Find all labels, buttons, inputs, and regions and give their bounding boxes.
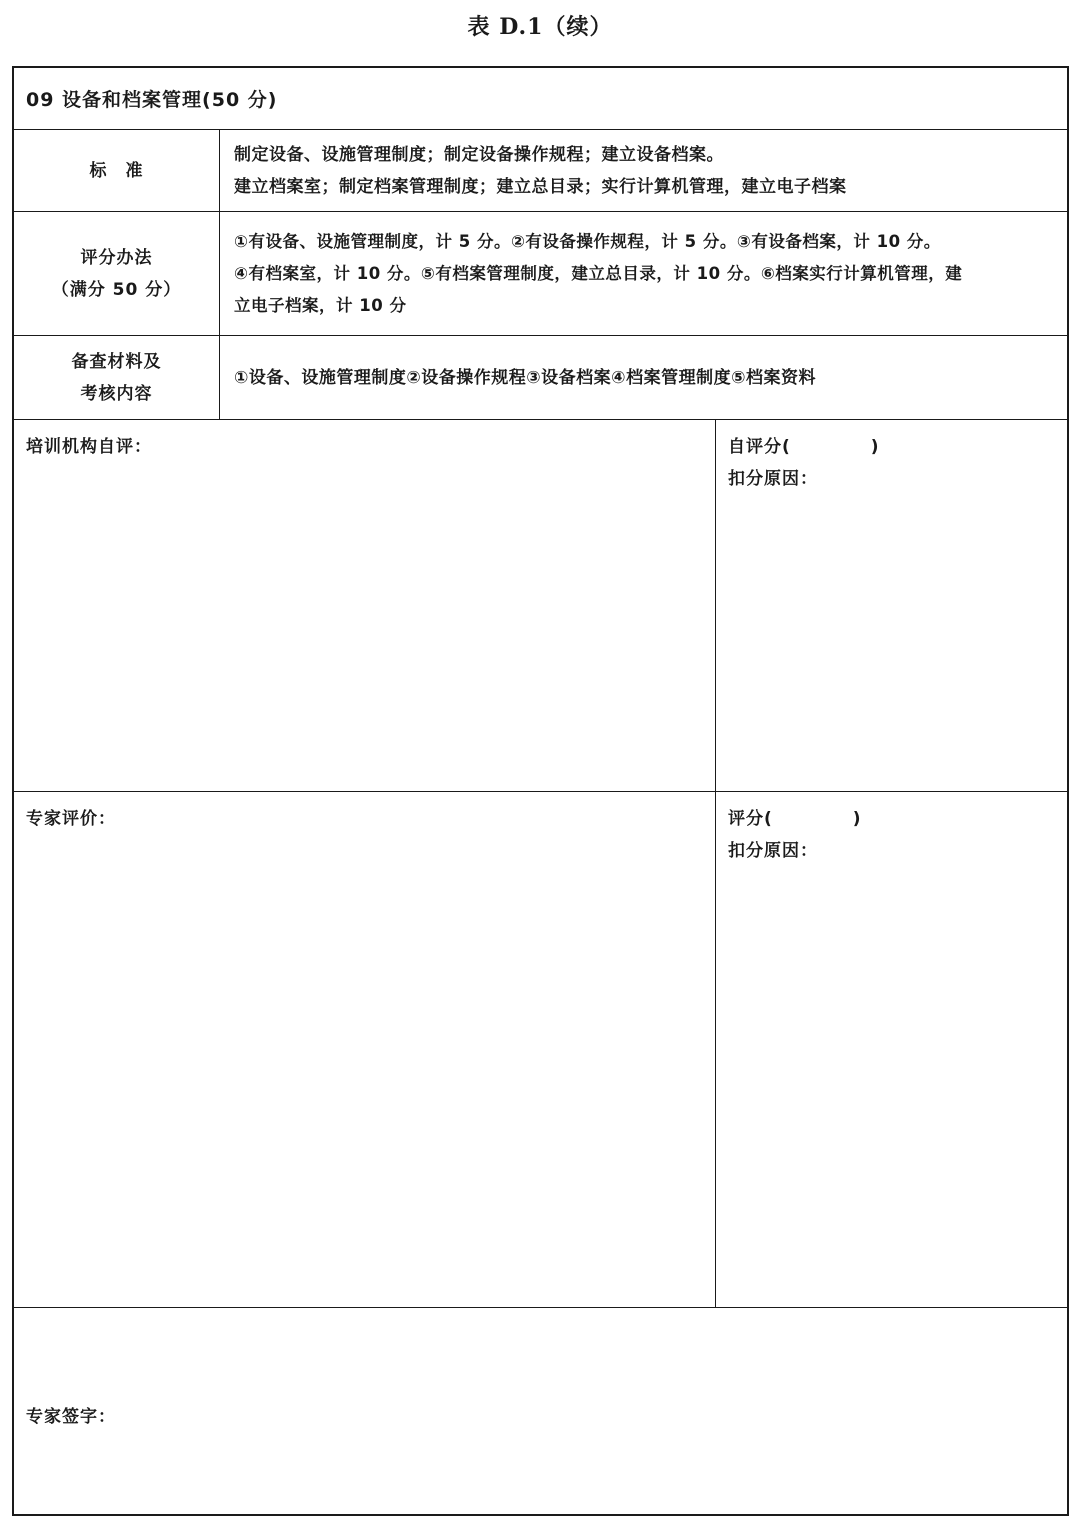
section-title: 09 设备和档案管理(50 分): [26, 89, 278, 111]
expert-evaluation-field[interactable]: [14, 792, 716, 1307]
materials-row: [14, 336, 1067, 420]
full-score-label: （满分 50 分）: [51, 279, 182, 300]
scoring-method-content-cell: [220, 212, 1067, 335]
signature-row[interactable]: [14, 1308, 1067, 1514]
evaluation-form: [12, 66, 1069, 1516]
expert-evaluation-label: 专家评价：: [26, 809, 116, 829]
table-caption: 表 D.1（续）: [467, 14, 613, 40]
expert-score-label: 评分(: [728, 809, 773, 829]
expert-deduction-reason-label: 扣分原因：: [728, 841, 818, 861]
self-deduction-reason-label: 扣分原因：: [728, 469, 818, 489]
materials-label-cell: [14, 336, 220, 419]
standard-label-cell: [14, 130, 220, 211]
self-score-field[interactable]: [728, 432, 880, 457]
expert-score-cell: [716, 792, 1067, 1307]
self-score-cell: [716, 420, 1067, 791]
scoring-rule-line: ④有档案室，计 10 分。⑤有档案管理制度，建立总目录，计 10 分。⑥档案实行计算机管理，建: [234, 263, 963, 283]
standard-label: 标 准: [89, 160, 144, 181]
self-evaluation-label: 培训机构自评：: [26, 437, 152, 457]
materials-label-line2: 考核内容: [80, 383, 153, 404]
materials-label-line1: 备查材料及: [71, 351, 162, 372]
self-evaluation-row: [14, 420, 1067, 792]
materials-content-cell: [220, 336, 1067, 419]
standard-content-cell: [220, 130, 1067, 211]
self-score-close: ): [870, 437, 880, 457]
scoring-rule-line: ①有设备、设施管理制度，计 5 分。②有设备操作规程，计 5 分。③有设备档案，计 10 分。: [234, 231, 941, 251]
scoring-method-label-cell: [14, 212, 220, 335]
self-score-label: 自评分(: [728, 437, 791, 457]
standard-row: [14, 130, 1067, 212]
scoring-method-row: [14, 212, 1067, 336]
scoring-method-label: 评分办法: [80, 247, 153, 268]
expert-score-field[interactable]: [728, 804, 862, 829]
scoring-rule-line: 立电子档案，计 10 分: [234, 295, 407, 315]
materials-text: ①设备、设施管理制度②设备操作规程③设备档案④档案管理制度⑤档案资料: [234, 367, 816, 388]
standard-line: 制定设备、设施管理制度；制定设备操作规程；建立设备档案。: [234, 144, 724, 165]
standard-line: 建立档案室；制定档案管理制度；建立总目录；实行计算机管理，建立电子档案: [234, 176, 847, 197]
expert-evaluation-row: [14, 792, 1067, 1308]
section-header-row: [14, 68, 1067, 130]
expert-score-close: ): [852, 809, 862, 829]
expert-signature-label: 专家签字：: [26, 1407, 116, 1427]
self-evaluation-field[interactable]: [14, 420, 716, 791]
